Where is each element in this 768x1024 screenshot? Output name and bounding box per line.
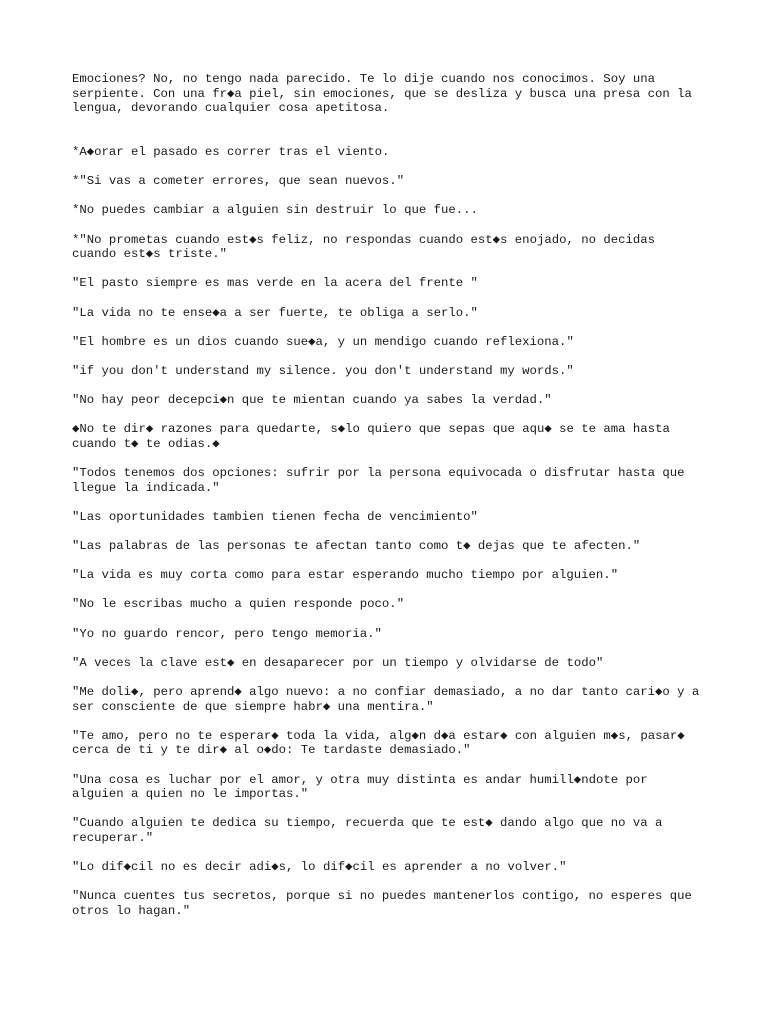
quote-paragraph: "Cuando alguien te dedica su tiempo, recuerda que te est◆ dando algo que no va a recuperar.": [72, 816, 670, 845]
quote-paragraph: *"No prometas cuando est◆s feliz, no respondas cuando est◆s enojado, no decidas cuando est◆s triste.": [72, 232, 663, 262]
quote-paragraph: "Una cosa es luchar por el amor, y otra muy distinta es andar humill◆ndote por alguien a quien no le importas.": [72, 772, 656, 802]
quote-paragraph: "Las palabras de las personas te afectan tanto como t◆ dejas que te afecten.": [72, 539, 641, 553]
quote-paragraph: "La vida no te ense◆a a ser fuerte, te obliga a serlo.": [72, 305, 478, 320]
quote-paragraph: "Nunca cuentes tus secretos, porque si no puedes mantenerlos contigo, no esperes que otros lo hagan.": [72, 889, 700, 918]
quote-paragraph: "Lo dif◆cil no es decir adi◆s, lo dif◆cil es aprender a no volver.": [72, 860, 567, 875]
quote-paragraph: "No le escribas mucho a quien responde poco.": [72, 597, 405, 612]
quote-paragraph: "No hay peor decepci◆n que te mientan cuando ya sabes la verdad.": [72, 393, 552, 408]
intro-paragraph: Emociones? No, no tengo nada parecido. Te lo dije cuando nos conocimos. Soy una serpiente. Con una fr◆a piel, sin emociones, que se desliza y busca una presa con la lengua, devorando cualquier cosa apetitosa.: [72, 72, 700, 116]
quote-paragraph: "El pasto siempre es mas verde en la acera del frente ": [72, 276, 478, 291]
quote-paragraph: "El hombre es un dios cuando sue◆a, y un mendigo cuando reflexiona.": [72, 334, 574, 349]
quote-paragraph: "Yo no guardo rencor, pero tengo memoria.": [72, 626, 382, 641]
quote-paragraph: "if you don't understand my silence. you don't understand my words.": [72, 363, 574, 378]
quote-paragraph: *A◆orar el pasado es correr tras el viento.: [72, 144, 390, 159]
quote-paragraph: "Las oportunidades tambien tienen fecha de vencimiento": [72, 509, 478, 524]
quote-paragraph: "La vida es muy corta como para estar esperando mucho tiempo por alguien.": [72, 568, 619, 583]
quote-paragraph: ◆No te dir◆ razones para quedarte, s◆lo quiero que sepas que aqu◆ se te ama hasta cuando t◆ te odias.◆: [72, 422, 678, 451]
quote-paragraph: "Te amo, pero no te esperar◆ toda la vida, alg◆n d◆a estar◆ con alguien m◆s, pasar◆ cerca de ti y te dir◆ al o◆do: Te tardaste demasiado.": [72, 728, 693, 758]
quote-paragraph: *"Si vas a cometer errores, que sean nuevos.": [72, 174, 405, 189]
document-page: [72, 72, 707, 933]
quote-paragraph: "Me doli◆, pero aprend◆ algo nuevo: a no confiar demasiado, a no dar tanto cari◆o y a ser consciente de que siempre habr◆ una mentira.": [72, 684, 707, 714]
quote-paragraph: "Todos tenemos dos opciones: sufrir por la persona equivocada o disfrutar hasta que llegue la indicada.": [72, 466, 692, 495]
quote-paragraph: *No puedes cambiar a alguien sin destruir lo que fue...: [72, 203, 478, 218]
quote-paragraph: "A veces la clave est◆ en desaparecer por un tiempo y olvidarse de todo": [72, 655, 604, 670]
